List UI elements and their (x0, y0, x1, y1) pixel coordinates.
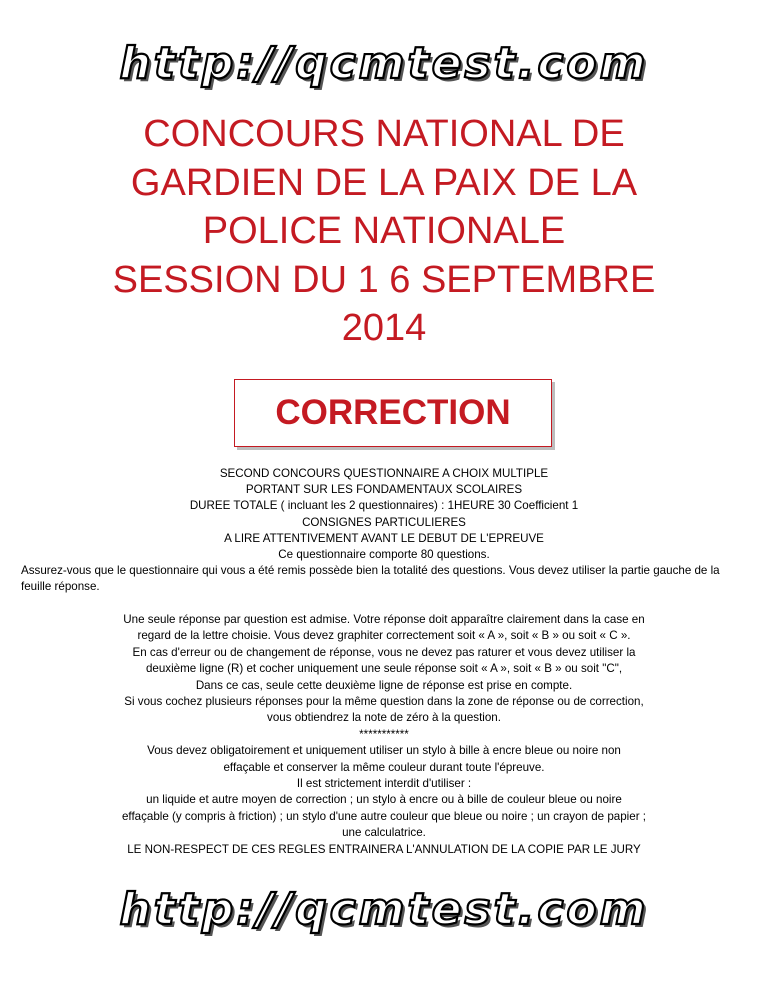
site-banner-bottom: http://qcmtest.com (119, 884, 649, 935)
instruction-line: Une seule réponse par question est admise. Votre réponse doit apparaître clairement dans la case en (123, 613, 645, 626)
instruction-paragraph: Assurez-vous que le questionnaire qui vous a été remis possède bien la totalité des questions. Vous devez utiliser la partie gauche de la feuille réponse. (21, 564, 720, 594)
title-line: 2014 (341, 307, 427, 350)
instruction-line: un liquide et autre moyen de correction ; un stylo à encre ou à bille de couleur bleue ou noire (146, 793, 622, 807)
correction-label: CORRECTION (275, 393, 511, 432)
instruction-line: DUREE TOTALE ( incluant les 2 questionnaires) : 1HEURE 30 Coefficient 1 (189, 499, 579, 513)
instruction-line: effaçable (y compris à friction) ; un stylo d'une autre couleur que bleue ou noire ; un crayon de papier ; (121, 809, 647, 823)
instruction-line: CONSIGNES PARTICULIERES (302, 515, 466, 529)
instruction-line: PORTANT SUR LES FONDAMENTAUX SCOLAIRES (245, 483, 523, 497)
instruction-line: une calculatrice. (342, 826, 426, 840)
instruction-line: deuxième ligne (R) et cocher uniquement une seule réponse soit « A », soit « B » ou soit "C", (145, 662, 623, 676)
instruction-line: SECOND CONCOURS QUESTIONNAIRE A CHOIX MULTIPLE (219, 467, 549, 480)
instruction-line: En cas d'erreur ou de changement de réponse, vous ne devez pas raturer et vous devez utiliser la (132, 645, 636, 659)
title-line: CONCOURS NATIONAL DE (143, 113, 625, 155)
instruction-line: effaçable et conserver la même couleur durant toute l'épreuve. (223, 760, 545, 774)
instruction-line: Dans ce cas, seule cette deuxième ligne de réponse est prise en compte. (195, 678, 573, 692)
title-line: GARDIEN DE LA PAIX DE LA (130, 161, 638, 204)
instruction-line: Vous devez obligatoirement et uniquement utiliser un stylo à bille à encre bleue ou noire non (147, 744, 621, 758)
title-line: POLICE NATIONALE (202, 210, 566, 253)
instruction-line: LE NON-RESPECT DE CES REGLES ENTRAINERA L'ANNULATION DE LA COPIE PAR LE JURY (127, 842, 641, 856)
site-banner-top: http://qcmtest.com (119, 38, 649, 89)
instruction-line: Ce questionnaire comporte 80 questions. (278, 548, 490, 562)
correction-box (234, 379, 552, 447)
title-line: SESSION DU 1 6 SEPTEMBRE (112, 258, 656, 301)
instruction-line: Il est strictement interdit d'utiliser : (296, 777, 472, 791)
instructions-header (21, 466, 728, 596)
instruction-line: vous obtiendrez la note de zéro à la question. (267, 711, 501, 725)
page-title (0, 110, 768, 353)
instruction-line: A LIRE ATTENTIVEMENT AVANT LE DEBUT DE L'EPREUVE (224, 531, 544, 545)
instruction-line: regard de la lettre choisie. Vous devez graphiter correctement soit « A », soit « B » ou soit « C ». (137, 629, 631, 643)
separator-stars: *********** (359, 727, 409, 741)
instructions-body (40, 612, 728, 858)
instruction-line: Si vous cochez plusieurs réponses pour la même question dans la zone de réponse ou de correction, (124, 695, 644, 709)
